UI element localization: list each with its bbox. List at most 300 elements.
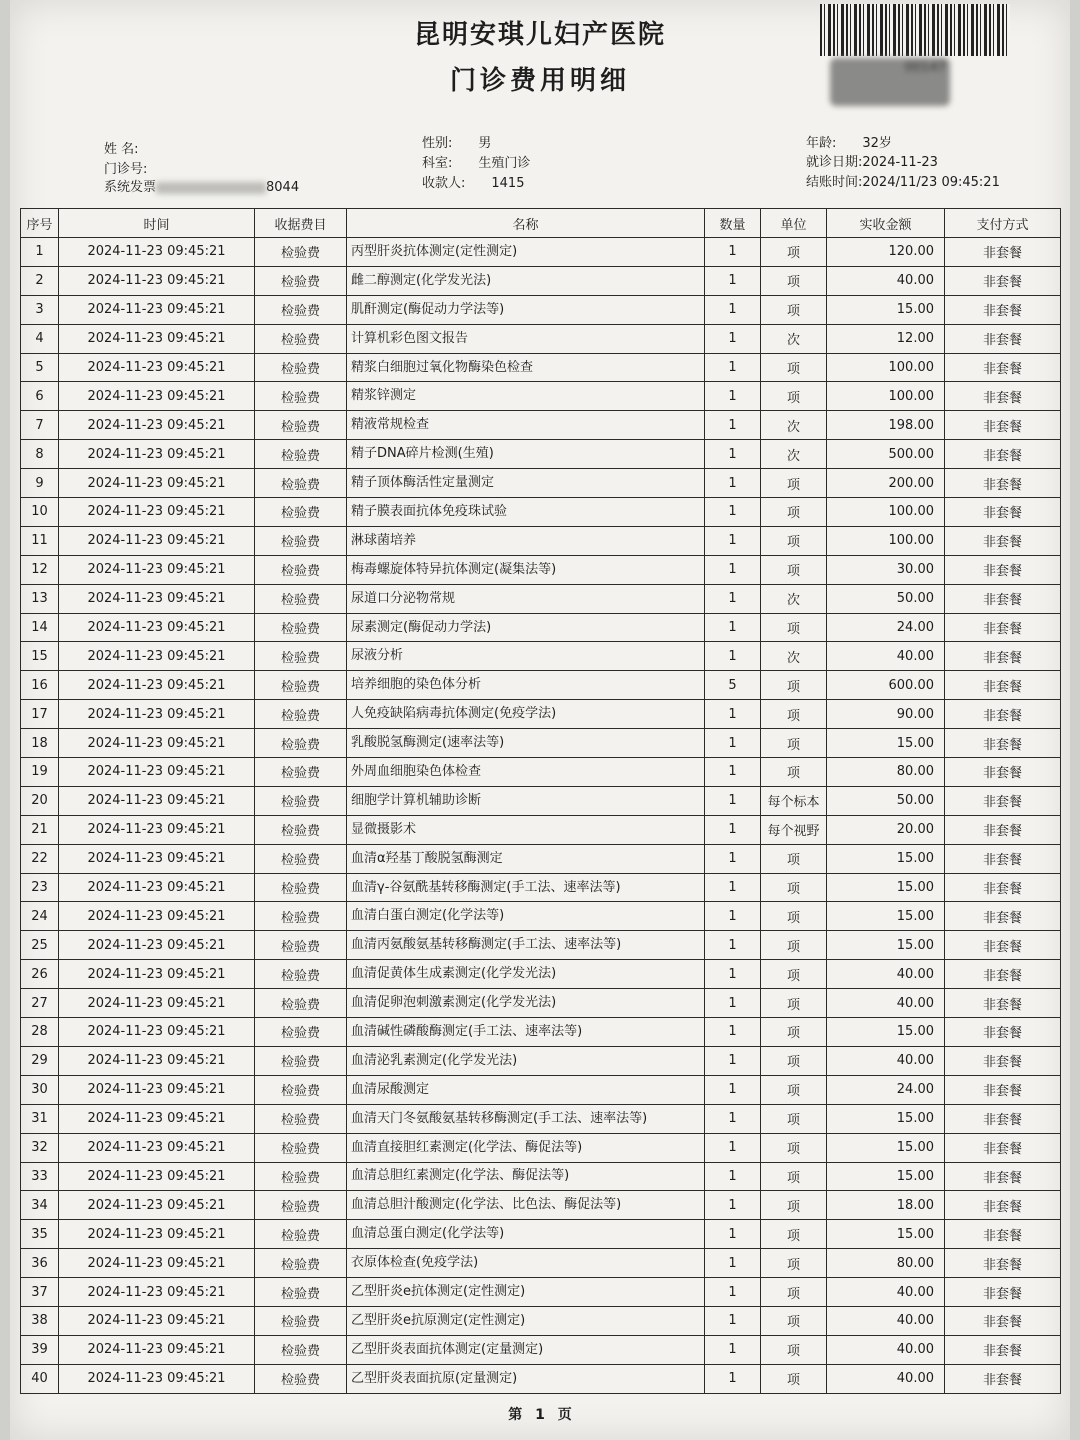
row-number: 12	[21, 555, 59, 584]
row-category: 检验费	[255, 1364, 347, 1393]
row-item-name: 血清总蛋白测定(化学法等)	[347, 1220, 705, 1249]
row-category: 检验费	[255, 989, 347, 1018]
row-unit: 项	[761, 873, 827, 902]
row-category: 检验费	[255, 642, 347, 671]
row-category: 检验费	[255, 238, 347, 267]
row-item-name: 血清天门冬氨酸氨基转移酶测定(手工法、速率法等)	[347, 1104, 705, 1133]
row-unit: 项	[761, 555, 827, 584]
row-unit: 项	[761, 1278, 827, 1307]
row-amount: 15.00	[827, 295, 945, 324]
row-category: 检验费	[255, 1191, 347, 1220]
row-unit: 项	[761, 729, 827, 758]
row-time: 2024-11-23 09:45:21	[59, 758, 255, 787]
row-time: 2024-11-23 09:45:21	[59, 353, 255, 382]
sex-value: 男	[478, 136, 492, 151]
row-time: 2024-11-23 09:45:21	[59, 266, 255, 295]
row-time: 2024-11-23 09:45:21	[59, 1335, 255, 1364]
row-number: 2	[21, 266, 59, 295]
row-number: 4	[21, 324, 59, 353]
visit-date-label: 就诊日期:	[806, 155, 863, 170]
row-unit: 项	[761, 844, 827, 873]
col-header-unit: 单位	[761, 209, 827, 238]
row-payment: 非套餐	[945, 1046, 1061, 1075]
row-item-name: 尿素测定(酶促动力学法)	[347, 613, 705, 642]
row-time: 2024-11-23 09:45:21	[59, 1162, 255, 1191]
fee-table	[20, 208, 1061, 1394]
row-item-name: 肌酐测定(酶促动力学法等)	[347, 295, 705, 324]
row-payment: 非套餐	[945, 989, 1061, 1018]
row-time: 2024-11-23 09:45:21	[59, 613, 255, 642]
row-payment: 非套餐	[945, 1335, 1061, 1364]
cashier-row	[422, 172, 524, 191]
row-item-name: 尿道口分泌物常规	[347, 584, 705, 613]
row-amount: 18.00	[827, 1191, 945, 1220]
row-unit: 项	[761, 613, 827, 642]
row-amount: 15.00	[827, 1018, 945, 1047]
row-unit: 项	[761, 758, 827, 787]
row-time: 2024-11-23 09:45:21	[59, 526, 255, 555]
row-quantity: 1	[705, 758, 761, 787]
row-payment: 非套餐	[945, 266, 1061, 295]
row-number: 15	[21, 642, 59, 671]
row-item-name: 血清泌乳素测定(化学发光法)	[347, 1046, 705, 1075]
row-number: 32	[21, 1133, 59, 1162]
col-header-name: 名称	[347, 209, 705, 238]
row-payment: 非套餐	[945, 411, 1061, 440]
row-category: 检验费	[255, 353, 347, 382]
row-amount: 100.00	[827, 498, 945, 527]
row-unit: 项	[761, 960, 827, 989]
table-header-row	[21, 209, 1061, 238]
row-category: 检验费	[255, 960, 347, 989]
row-item-name: 乙型肝炎e抗体测定(定性测定)	[347, 1278, 705, 1307]
row-quantity: 5	[705, 671, 761, 700]
row-unit: 每个视野	[761, 815, 827, 844]
row-time: 2024-11-23 09:45:21	[59, 931, 255, 960]
row-number: 33	[21, 1162, 59, 1191]
row-category: 检验费	[255, 526, 347, 555]
row-number: 5	[21, 353, 59, 382]
row-payment: 非套餐	[945, 295, 1061, 324]
row-payment: 非套餐	[945, 729, 1061, 758]
row-number: 11	[21, 526, 59, 555]
table-row	[21, 1220, 1061, 1249]
row-quantity: 1	[705, 1364, 761, 1393]
row-number: 13	[21, 584, 59, 613]
row-item-name: 显微摄影术	[347, 815, 705, 844]
invoice-row	[104, 176, 299, 195]
row-item-name: 细胞学计算机辅助诊断	[347, 786, 705, 815]
row-payment: 非套餐	[945, 960, 1061, 989]
row-number: 31	[21, 1104, 59, 1133]
row-unit: 项	[761, 1364, 827, 1393]
table-row	[21, 1162, 1061, 1191]
row-time: 2024-11-23 09:45:21	[59, 584, 255, 613]
row-category: 检验费	[255, 1018, 347, 1047]
row-quantity: 1	[705, 1220, 761, 1249]
row-unit: 项	[761, 989, 827, 1018]
hospital-name: 昆明安琪儿妇产医院	[413, 20, 666, 50]
row-time: 2024-11-23 09:45:21	[59, 1018, 255, 1047]
row-payment: 非套餐	[945, 1104, 1061, 1133]
row-category: 检验费	[255, 1220, 347, 1249]
col-header-category: 收据费目	[255, 209, 347, 238]
table-row	[21, 700, 1061, 729]
row-number: 9	[21, 469, 59, 498]
row-category: 检验费	[255, 1133, 347, 1162]
settle-time-row	[806, 171, 1000, 190]
sex-row	[422, 132, 491, 151]
row-amount: 15.00	[827, 1104, 945, 1133]
row-amount: 40.00	[827, 1306, 945, 1335]
row-time: 2024-11-23 09:45:21	[59, 238, 255, 267]
row-amount: 600.00	[827, 671, 945, 700]
barcode-number: 00147	[904, 60, 946, 75]
row-item-name: 血清总胆汁酸测定(化学法、比色法、酶促法等)	[347, 1191, 705, 1220]
row-item-name: 乙型肝炎e抗原测定(定性测定)	[347, 1306, 705, 1335]
table-row	[21, 238, 1061, 267]
table-row	[21, 1249, 1061, 1278]
row-time: 2024-11-23 09:45:21	[59, 1249, 255, 1278]
row-amount: 15.00	[827, 931, 945, 960]
row-payment: 非套餐	[945, 1249, 1061, 1278]
row-amount: 30.00	[827, 555, 945, 584]
row-category: 检验费	[255, 1278, 347, 1307]
row-amount: 15.00	[827, 1220, 945, 1249]
table-row	[21, 1046, 1061, 1075]
row-quantity: 1	[705, 873, 761, 902]
row-payment: 非套餐	[945, 1191, 1061, 1220]
row-amount: 20.00	[827, 815, 945, 844]
row-payment: 非套餐	[945, 671, 1061, 700]
row-item-name: 乙型肝炎表面抗原(定量测定)	[347, 1364, 705, 1393]
table-row	[21, 1133, 1061, 1162]
row-item-name: 血清α羟基丁酸脱氢酶测定	[347, 844, 705, 873]
row-unit: 项	[761, 1249, 827, 1278]
row-item-name: 血清白蛋白测定(化学法等)	[347, 902, 705, 931]
row-category: 检验费	[255, 411, 347, 440]
col-header-qty: 数量	[705, 209, 761, 238]
row-quantity: 1	[705, 324, 761, 353]
row-time: 2024-11-23 09:45:21	[59, 1133, 255, 1162]
table-row	[21, 584, 1061, 613]
row-amount: 15.00	[827, 902, 945, 931]
row-number: 24	[21, 902, 59, 931]
row-quantity: 1	[705, 440, 761, 469]
row-number: 38	[21, 1306, 59, 1335]
table-row	[21, 815, 1061, 844]
row-quantity: 1	[705, 1046, 761, 1075]
row-number: 22	[21, 844, 59, 873]
table-row	[21, 671, 1061, 700]
row-number: 29	[21, 1046, 59, 1075]
row-payment: 非套餐	[945, 700, 1061, 729]
row-quantity: 1	[705, 786, 761, 815]
row-number: 28	[21, 1018, 59, 1047]
row-item-name: 衣原体检查(免疫学法)	[347, 1249, 705, 1278]
row-time: 2024-11-23 09:45:21	[59, 1364, 255, 1393]
row-unit: 项	[761, 526, 827, 555]
row-quantity: 1	[705, 1018, 761, 1047]
table-row	[21, 613, 1061, 642]
table-row	[21, 295, 1061, 324]
col-header-amount: 实收金额	[827, 209, 945, 238]
row-unit: 项	[761, 469, 827, 498]
row-unit: 项	[761, 1220, 827, 1249]
row-unit: 项	[761, 1104, 827, 1133]
row-number: 23	[21, 873, 59, 902]
row-amount: 40.00	[827, 1046, 945, 1075]
row-unit: 项	[761, 266, 827, 295]
table-row	[21, 758, 1061, 787]
row-category: 检验费	[255, 1162, 347, 1191]
row-category: 检验费	[255, 1104, 347, 1133]
row-number: 37	[21, 1278, 59, 1307]
row-number: 30	[21, 1075, 59, 1104]
row-quantity: 1	[705, 1162, 761, 1191]
row-quantity: 1	[705, 1278, 761, 1307]
row-quantity: 1	[705, 642, 761, 671]
row-category: 检验费	[255, 498, 347, 527]
row-number: 25	[21, 931, 59, 960]
row-quantity: 1	[705, 1133, 761, 1162]
table-row	[21, 353, 1061, 382]
table-row	[21, 440, 1061, 469]
row-time: 2024-11-23 09:45:21	[59, 642, 255, 671]
row-unit: 项	[761, 1335, 827, 1364]
row-category: 检验费	[255, 295, 347, 324]
row-number: 17	[21, 700, 59, 729]
col-header-time: 时间	[59, 209, 255, 238]
row-payment: 非套餐	[945, 324, 1061, 353]
row-amount: 24.00	[827, 1075, 945, 1104]
visit-date-value: 2024-11-23	[862, 155, 938, 170]
row-time: 2024-11-23 09:45:21	[59, 1046, 255, 1075]
row-quantity: 1	[705, 353, 761, 382]
page-number: 第 1 页	[508, 1407, 572, 1423]
row-amount: 198.00	[827, 411, 945, 440]
row-unit: 次	[761, 584, 827, 613]
table-row	[21, 960, 1061, 989]
row-quantity: 1	[705, 584, 761, 613]
row-amount: 12.00	[827, 324, 945, 353]
row-amount: 500.00	[827, 440, 945, 469]
row-amount: 200.00	[827, 469, 945, 498]
row-payment: 非套餐	[945, 526, 1061, 555]
row-quantity: 1	[705, 526, 761, 555]
row-time: 2024-11-23 09:45:21	[59, 1191, 255, 1220]
name-row	[104, 138, 139, 157]
row-item-name: 雌二醇测定(化学发光法)	[347, 266, 705, 295]
row-unit: 项	[761, 1191, 827, 1220]
row-time: 2024-11-23 09:45:21	[59, 382, 255, 411]
row-unit: 项	[761, 1046, 827, 1075]
settle-time-label: 结账时间:	[806, 175, 863, 190]
table-row	[21, 1335, 1061, 1364]
row-time: 2024-11-23 09:45:21	[59, 411, 255, 440]
row-amount: 15.00	[827, 844, 945, 873]
invoice-suffix: 8044	[266, 180, 300, 195]
sex-label: 性别:	[422, 136, 453, 151]
table-row	[21, 931, 1061, 960]
row-quantity: 1	[705, 469, 761, 498]
row-payment: 非套餐	[945, 1220, 1061, 1249]
table-row	[21, 526, 1061, 555]
row-category: 检验费	[255, 902, 347, 931]
row-number: 10	[21, 498, 59, 527]
row-payment: 非套餐	[945, 1162, 1061, 1191]
row-time: 2024-11-23 09:45:21	[59, 873, 255, 902]
row-category: 检验费	[255, 931, 347, 960]
row-amount: 120.00	[827, 238, 945, 267]
row-item-name: 精子顶体酶活性定量测定	[347, 469, 705, 498]
row-category: 检验费	[255, 324, 347, 353]
dept-label: 科室:	[422, 156, 453, 171]
row-unit: 项	[761, 1018, 827, 1047]
row-unit: 项	[761, 382, 827, 411]
row-payment: 非套餐	[945, 613, 1061, 642]
row-number: 16	[21, 671, 59, 700]
row-amount: 90.00	[827, 700, 945, 729]
row-payment: 非套餐	[945, 584, 1061, 613]
settle-time-value: 2024/11/23 09:45:21	[862, 175, 1000, 190]
row-number: 36	[21, 1249, 59, 1278]
row-amount: 80.00	[827, 1249, 945, 1278]
row-item-name: 梅毒螺旋体特异抗体测定(凝集法等)	[347, 555, 705, 584]
row-time: 2024-11-23 09:45:21	[59, 671, 255, 700]
row-payment: 非套餐	[945, 382, 1061, 411]
row-category: 检验费	[255, 700, 347, 729]
row-time: 2024-11-23 09:45:21	[59, 469, 255, 498]
table-row	[21, 498, 1061, 527]
row-category: 检验费	[255, 613, 347, 642]
row-number: 3	[21, 295, 59, 324]
row-amount: 15.00	[827, 1133, 945, 1162]
row-payment: 非套餐	[945, 353, 1061, 382]
row-category: 检验费	[255, 758, 347, 787]
row-unit: 项	[761, 353, 827, 382]
row-quantity: 1	[705, 1191, 761, 1220]
row-time: 2024-11-23 09:45:21	[59, 324, 255, 353]
row-item-name: 精浆锌测定	[347, 382, 705, 411]
row-quantity: 1	[705, 498, 761, 527]
row-payment: 非套餐	[945, 238, 1061, 267]
row-amount: 40.00	[827, 266, 945, 295]
row-item-name: 血清γ-谷氨酰基转移酶测定(手工法、速率法等)	[347, 873, 705, 902]
row-category: 检验费	[255, 1046, 347, 1075]
table-row	[21, 1191, 1061, 1220]
row-payment: 非套餐	[945, 1306, 1061, 1335]
row-time: 2024-11-23 09:45:21	[59, 960, 255, 989]
clinic-no-row	[104, 158, 147, 177]
table-row	[21, 555, 1061, 584]
row-item-name: 淋球菌培养	[347, 526, 705, 555]
row-number: 6	[21, 382, 59, 411]
table-row	[21, 411, 1061, 440]
row-item-name: 尿液分析	[347, 642, 705, 671]
table-row	[21, 469, 1061, 498]
row-unit: 次	[761, 411, 827, 440]
row-amount: 50.00	[827, 584, 945, 613]
row-category: 检验费	[255, 440, 347, 469]
row-category: 检验费	[255, 815, 347, 844]
table-row	[21, 324, 1061, 353]
row-payment: 非套餐	[945, 469, 1061, 498]
row-unit: 项	[761, 1306, 827, 1335]
table-row	[21, 729, 1061, 758]
row-unit: 每个标本	[761, 786, 827, 815]
row-number: 1	[21, 238, 59, 267]
row-quantity: 1	[705, 411, 761, 440]
row-amount: 15.00	[827, 873, 945, 902]
row-item-name: 精子膜表面抗体免疫珠试验	[347, 498, 705, 527]
row-payment: 非套餐	[945, 1364, 1061, 1393]
col-header-payment: 支付方式	[945, 209, 1061, 238]
row-unit: 项	[761, 498, 827, 527]
table-row	[21, 1018, 1061, 1047]
row-item-name: 精液常规检查	[347, 411, 705, 440]
name-label: 姓 名:	[104, 142, 139, 157]
row-payment: 非套餐	[945, 642, 1061, 671]
row-quantity: 1	[705, 960, 761, 989]
row-unit: 项	[761, 238, 827, 267]
row-payment: 非套餐	[945, 902, 1061, 931]
age-row	[806, 132, 892, 151]
table-row	[21, 1278, 1061, 1307]
row-unit: 项	[761, 295, 827, 324]
row-item-name: 血清总胆红素测定(化学法、酶促法等)	[347, 1162, 705, 1191]
table-row	[21, 902, 1061, 931]
row-amount: 40.00	[827, 642, 945, 671]
row-category: 检验费	[255, 729, 347, 758]
row-time: 2024-11-23 09:45:21	[59, 555, 255, 584]
table-row	[21, 786, 1061, 815]
row-item-name: 血清促卵泡刺激素测定(化学发光法)	[347, 989, 705, 1018]
visit-date-row	[806, 151, 938, 170]
row-unit: 项	[761, 700, 827, 729]
row-category: 检验费	[255, 1335, 347, 1364]
row-category: 检验费	[255, 469, 347, 498]
row-time: 2024-11-23 09:45:21	[59, 815, 255, 844]
row-unit: 项	[761, 1075, 827, 1104]
row-payment: 非套餐	[945, 931, 1061, 960]
row-category: 检验费	[255, 671, 347, 700]
row-category: 检验费	[255, 1306, 347, 1335]
row-quantity: 1	[705, 613, 761, 642]
row-quantity: 1	[705, 1306, 761, 1335]
row-item-name: 血清丙氨酸氨基转移酶测定(手工法、速率法等)	[347, 931, 705, 960]
row-time: 2024-11-23 09:45:21	[59, 440, 255, 469]
age-value: 32岁	[862, 136, 892, 151]
row-number: 19	[21, 758, 59, 787]
row-category: 检验费	[255, 1075, 347, 1104]
table-row	[21, 1075, 1061, 1104]
row-time: 2024-11-23 09:45:21	[59, 498, 255, 527]
row-item-name: 计算机彩色图文报告	[347, 324, 705, 353]
row-category: 检验费	[255, 844, 347, 873]
row-item-name: 人免疫缺陷病毒抗体测定(免疫学法)	[347, 700, 705, 729]
row-unit: 项	[761, 902, 827, 931]
row-number: 39	[21, 1335, 59, 1364]
table-row	[21, 1104, 1061, 1133]
row-quantity: 1	[705, 1249, 761, 1278]
row-unit: 项	[761, 1133, 827, 1162]
row-payment: 非套餐	[945, 1133, 1061, 1162]
row-quantity: 1	[705, 1335, 761, 1364]
row-number: 14	[21, 613, 59, 642]
row-amount: 40.00	[827, 1335, 945, 1364]
row-payment: 非套餐	[945, 1018, 1061, 1047]
